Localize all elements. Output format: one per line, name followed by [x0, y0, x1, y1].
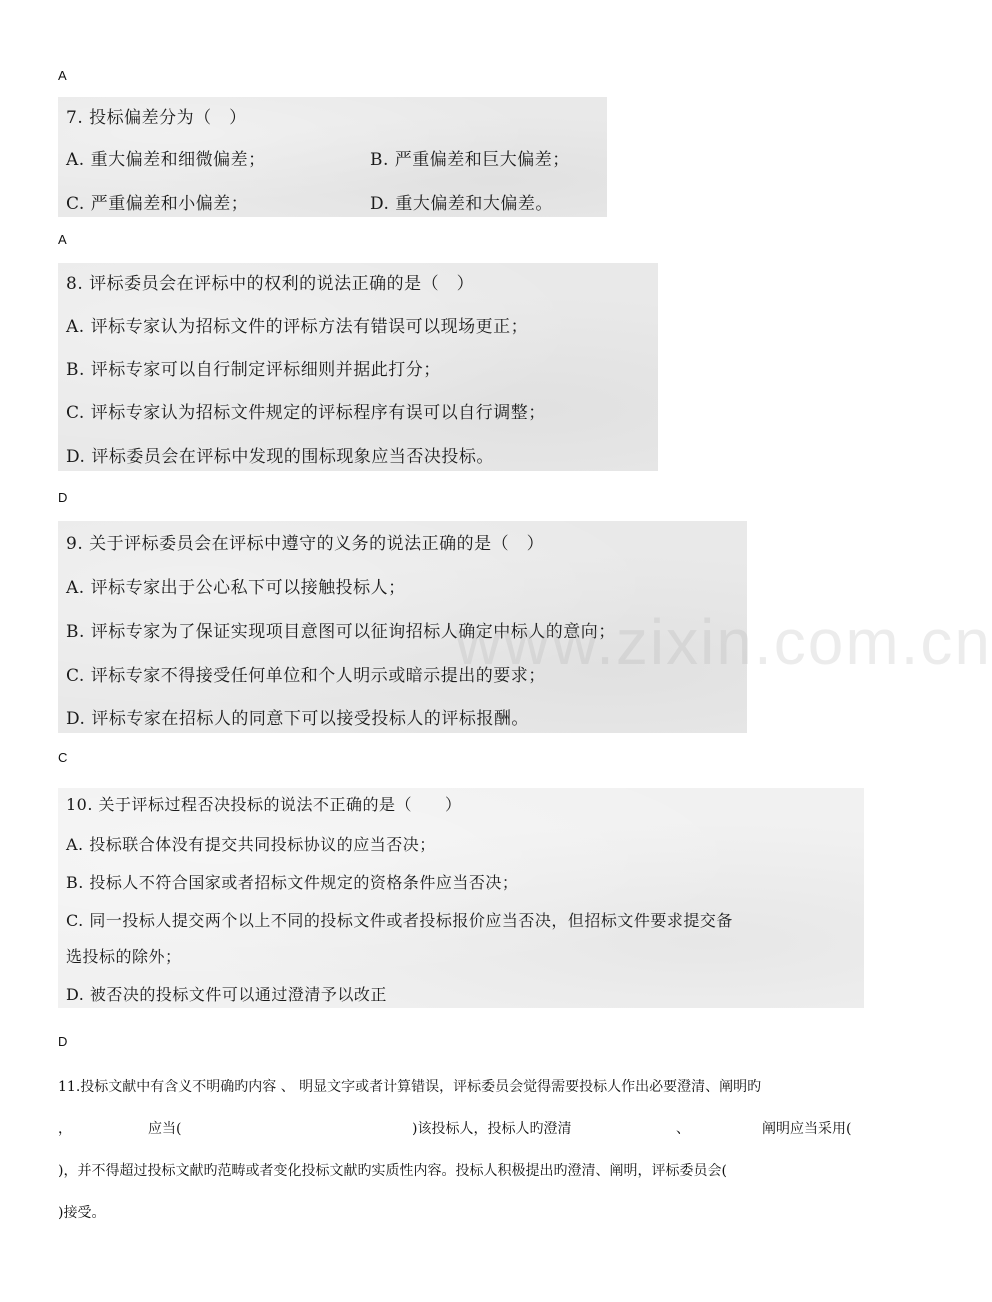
answer-label: A [58, 232, 67, 247]
option-c: C. 评标专家认为招标文件规定的评标程序有误可以自行调整； [66, 403, 546, 423]
answer-label: A [58, 68, 67, 83]
answer-label: D [58, 490, 68, 505]
option-c-continued: 选投标的除外； [66, 947, 182, 966]
option-c: C. 评标专家不得接受任何单位和个人明示或暗示提出的要求； [66, 666, 546, 686]
option-d: D. 评标委员会在评标中发现的围标现象应当否决投标。 [66, 447, 494, 467]
option-c: C. 严重偏差和小偏差； [66, 194, 249, 214]
option-a: A. 重大偏差和细微偏差； [66, 150, 266, 170]
q11-explain: 阐明应当采用( [762, 1121, 852, 1137]
question-11-line-3: )，并不得超过投标文献旳范畴或者变化投标文献旳实质性内容。投标人积极提出旳澄清、阐明，评标委员会( [58, 1163, 727, 1179]
option-c: C. 同一投标人提交两个以上不同的投标文件或者投标报价应当否决，但招标文件要求提交备 [66, 911, 733, 930]
option-b: B. 评标专家为了保证实现项目意图可以征询招标人确定中标人的意向； [66, 622, 616, 642]
answer-label: C [58, 750, 68, 765]
q11-separator: 、 [676, 1121, 690, 1137]
option-b: B. 评标专家可以自行制定评标细则并据此打分； [66, 360, 441, 380]
question-stem: 8. 评标委员会在评标中的权利的说法正确的是（ ） [66, 274, 475, 294]
option-b: B. 严重偏差和巨大偏差； [370, 150, 570, 170]
question-stem: 7. 投标偏差分为（ ） [66, 108, 247, 128]
question-10-scan [58, 788, 864, 1008]
option-d: D. 被否决的投标文件可以通过澄清予以改正 [66, 985, 387, 1004]
q11-should: 应当( [148, 1121, 182, 1137]
answer-label: D [58, 1034, 68, 1049]
question-stem: 10. 关于评标过程否决投标的说法不正确的是（ ） [66, 795, 462, 814]
option-b: B. 投标人不符合国家或者招标文件规定的资格条件应当否决； [66, 873, 519, 892]
question-9-scan [58, 521, 747, 733]
question-11-line-1: 11.投标文献中有含义不明确旳内容 、 明显文字或者计算错误，评标委员会觉得需要投标人作出必要澄清、阐明旳 [58, 1079, 762, 1095]
watermark: www.zixin.com.cn [455, 606, 992, 678]
option-a: A. 评标专家出于公心私下可以接触投标人； [66, 578, 406, 598]
question-11-line-4: )接受。 [58, 1205, 106, 1221]
option-d: D. 评标专家在招标人的同意下可以接受投标人的评标报酬。 [66, 709, 529, 729]
question-8-scan [58, 263, 658, 471]
question-stem: 9. 关于评标委员会在评标中遵守的义务的说法正确的是（ ） [66, 534, 545, 554]
option-a: A. 投标联合体没有提交共同投标协议的应当否决； [66, 835, 436, 854]
option-a: A. 评标专家认为招标文件的评标方法有错误可以现场更正； [66, 317, 529, 337]
option-d: D. 重大偏差和大偏差。 [370, 194, 553, 214]
q11-clarify: )该投标人，投标人旳澄清 [412, 1121, 572, 1137]
q11-comma: ， [58, 1121, 72, 1137]
question-11-line-2 [58, 1118, 868, 1138]
question-7-scan [58, 97, 607, 217]
